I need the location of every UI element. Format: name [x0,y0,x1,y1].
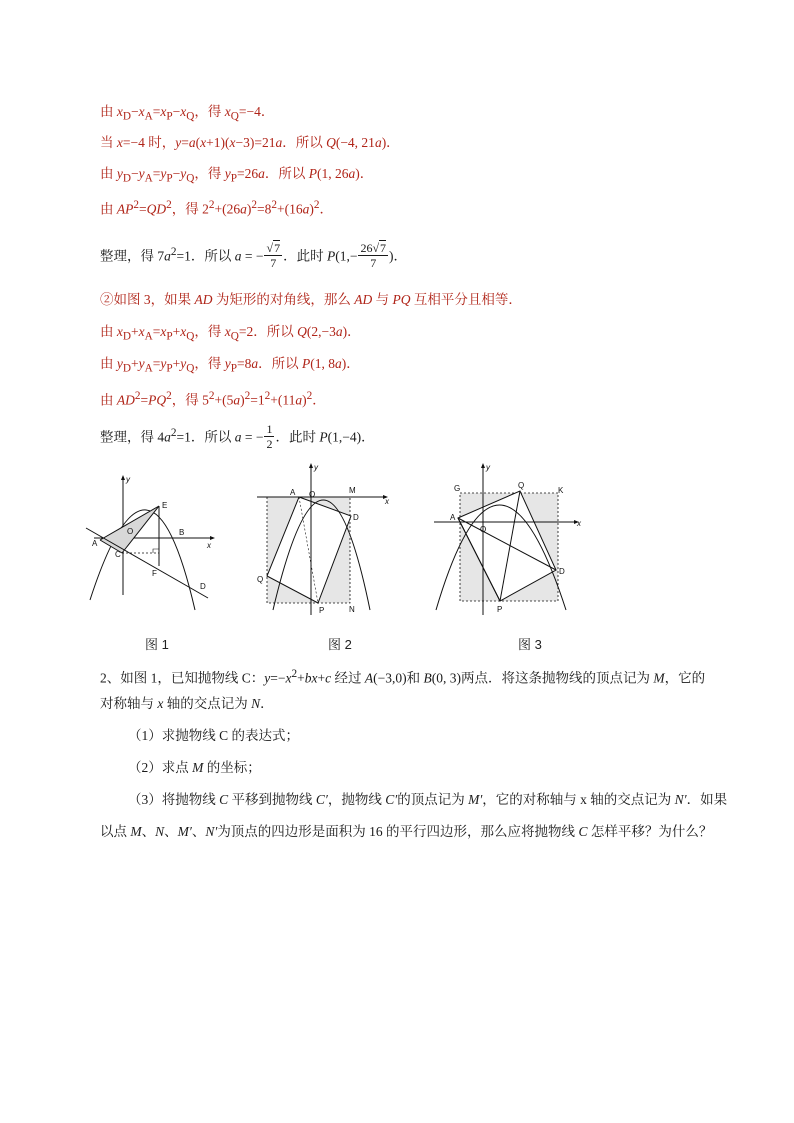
solution-line-7: 由 $x_D+x_A=x_P+x_Q$，得 $x_Q=2$．所以 Q(2,−3a)． [100,324,361,343]
fig2-point-D: D [353,513,359,522]
figure-1 [80,470,220,620]
fig1-point-O: O [127,527,134,536]
solution-line-5: 整理，得 $7a^2=1$．所以 a = − $\frac{√7}{7}$ ．此时 P(1,− $\frac{26√7}{7}$ )． [100,240,408,270]
fraction-1-over-2: $\frac{1}{2}$ [266,421,273,451]
fraction-sqrt7-over-7: $\frac{√7}{7}$ [266,240,281,270]
fig2-point-N: N [349,605,355,614]
solution-line-3: 由 $y_D-y_A=y_P-y_Q$，得 $y_P=26a$．所以 P(1, 26a)． [100,166,374,185]
problem-2-question-3-line-1: （3）将抛物线 C 平移到抛物线 C′，抛物线 C′的顶点记为 M′，它的对称轴与 x 轴的交点记为 N′．如果 [128,792,728,807]
fig2-point-Q: Q [257,575,264,584]
fig1-caption: 图 1 [145,637,169,652]
problem-2-question-2: （2）求点 M 的坐标； [128,760,261,775]
fig3-point-D: D [559,567,565,576]
fig1-x-label: x [207,541,211,550]
fig3-point-O: O [480,525,487,534]
fig2-point-P: P [319,606,325,615]
problem-2-line-2: 对称轴与 x 轴的交点记为 N． [100,696,274,711]
fig1-point-B: B [179,528,185,537]
fig3-point-A: A [450,513,456,522]
fig1-point-D: D [200,582,206,591]
fig1-point-C: C [115,550,121,559]
problem-2-question-1: （1）求抛物线 C 的表达式； [128,728,300,743]
fig1-point-E: E [162,501,168,510]
solution-line-1: 由 $x_D-x_A=x_P-x_Q$，得 $x_Q=-4$． [100,104,275,123]
fig2-point-O: O [309,490,316,499]
fig1-y-label: y [126,475,130,484]
fig3-caption: 图 3 [518,637,542,652]
fig3-y-label: y [486,463,490,472]
problem-2-line-1: 2、如图 1，已知抛物线 C：$y=-x^2+bx+c$ 经过 A(−3,0)和 B(0, 3)两点．将这条抛物线的顶点记为 M，它的 [100,668,706,686]
solution-line-4: 由 $AP^2=QD^2$，得 $2^2+(26a)^2=8^2+(16a)^2$． [100,199,333,217]
fig2-y-label: y [314,463,318,472]
figure-3 [428,460,593,620]
solution-line-10: 整理，得 $4a^2=1$．所以 a = − $\frac{1}{2}$ ．此时 P(1,−4)． [100,421,375,451]
fig3-point-Q: Q [518,481,525,490]
figure-2 [245,460,405,620]
solution-line-8: 由 $y_D+y_A=y_P+y_Q$，得 $y_P=8a$．所以 P(1, 8a)． [100,356,360,375]
fig2-point-A: A [290,488,296,497]
fig3-point-K: K [558,486,564,495]
fig3-x-label: x [577,519,581,528]
fig2-x-label: x [385,497,389,506]
problem-2-question-3-line-2: 以点 M、N、M′、N′为顶点的四边形是面积为 16 的平行四边形，那么应将抛物线 C 怎样平移？为什么？ [100,824,713,839]
fig3-point-G: G [454,484,461,493]
fig2-point-M: M [349,486,356,495]
fig1-point-A: A [92,539,98,548]
solution-line-2: 当 x=−4 时，y=a(x+1)(x−3)=21a．所以 Q(−4, 21a)． [100,135,400,150]
solution-line-6: ②如图 3，如果 AD 为矩形的对角线，那么 AD 与 PQ 互相平分且相等． [100,292,522,307]
solution-line-9: 由 $AD^2=PQ^2$，得 $5^2+(5a)^2=1^2+(11a)^2$． [100,390,326,408]
fraction-26sqrt7-over-7: $\frac{26√7}{7}$ [360,240,387,270]
fig2-caption: 图 2 [328,637,352,652]
fig3-point-P: P [497,605,503,614]
fig1-point-F: F [152,569,157,578]
